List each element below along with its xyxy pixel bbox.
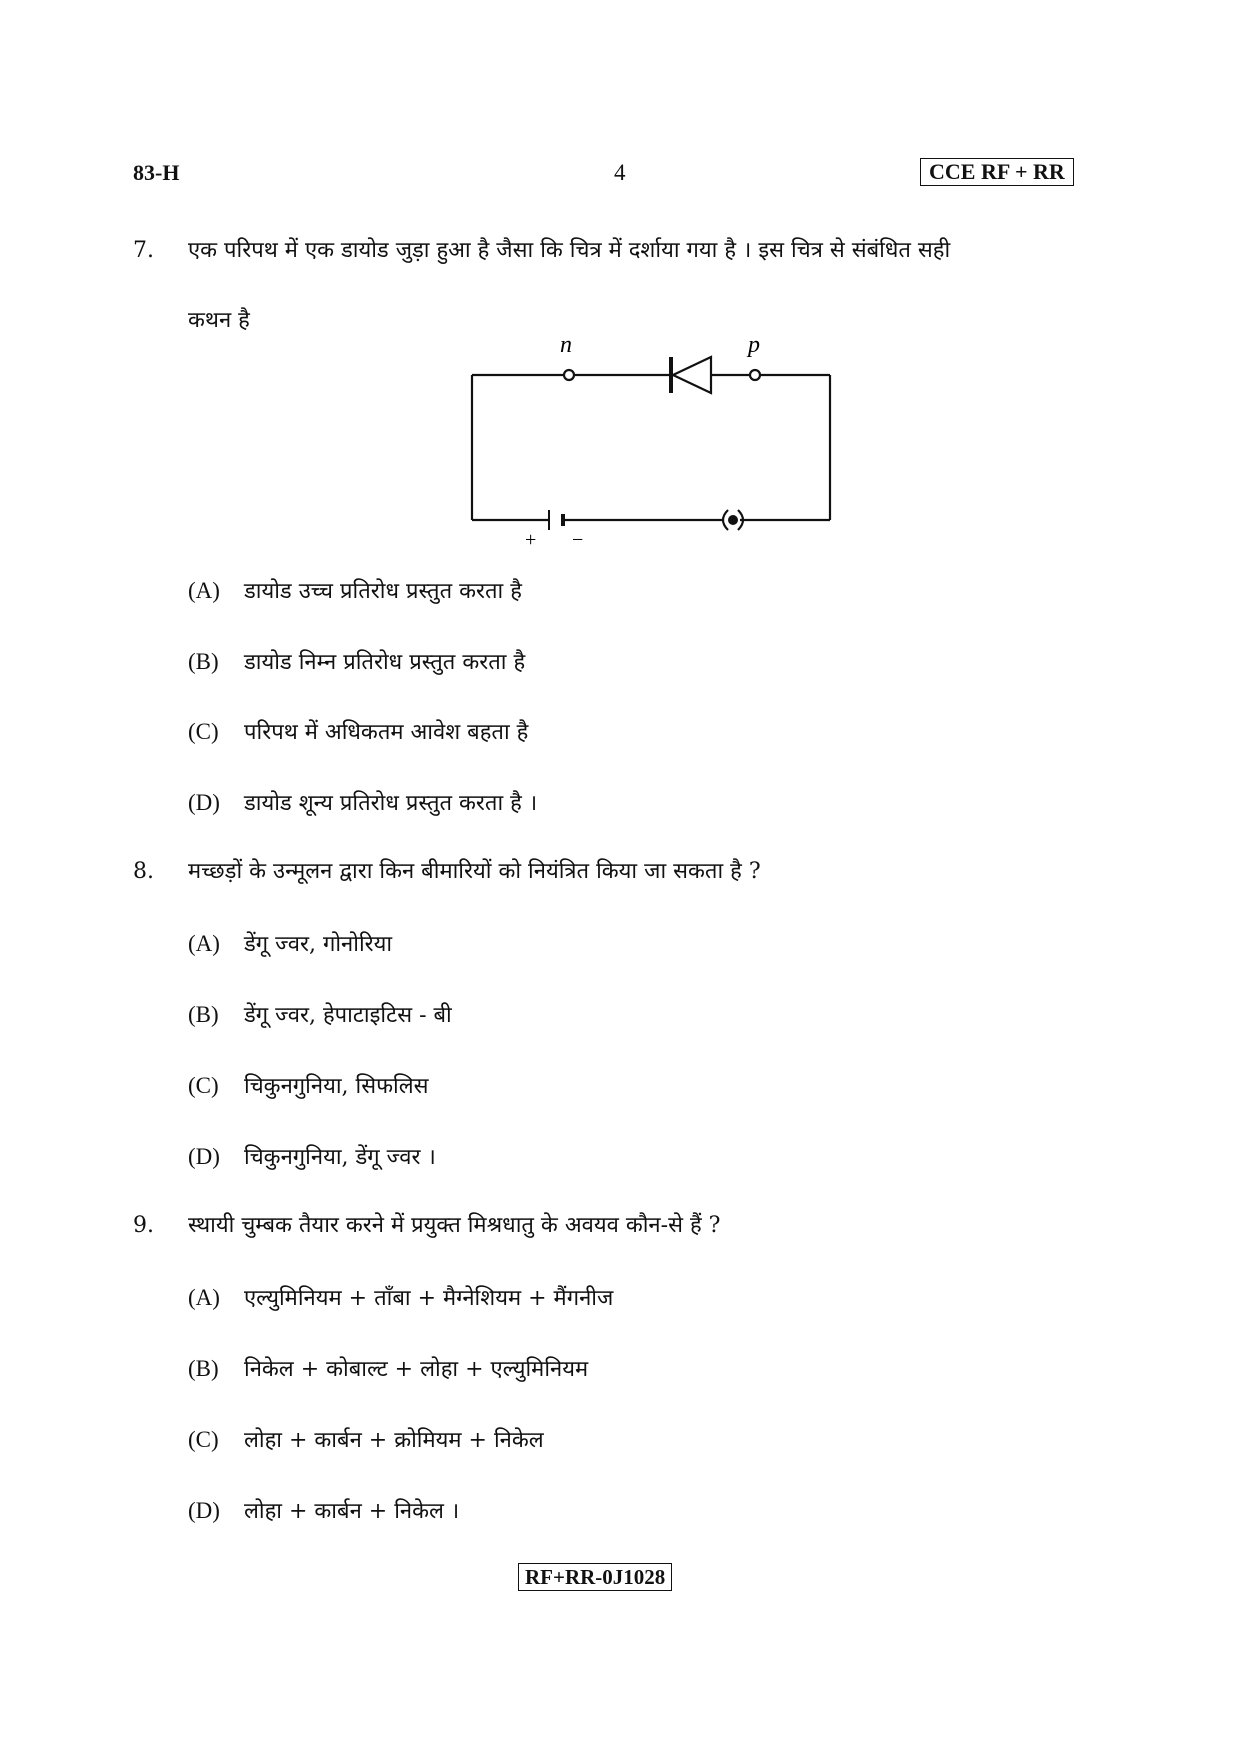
option	[188, 1353, 588, 1383]
question-text-line1: मच्छड़ों के उन्मूलन द्वारा किन बीमारियों को नियंत्रित किया जा सकता है ?	[188, 859, 761, 884]
label-plus: +	[525, 529, 537, 550]
option-text: डायोड शून्य प्रतिरोध प्रस्तुत करता है ।	[244, 791, 538, 816]
option-text: निकेल + कोबाल्ट + लोहा + एल्युमिनियम	[244, 1357, 589, 1382]
page-number: 4	[614, 160, 626, 185]
key-dot	[728, 515, 738, 525]
option-text: चिकुनगुनिया, डेंगू ज्वर ।	[244, 1145, 436, 1170]
key-left-arc	[723, 510, 728, 530]
option	[188, 999, 452, 1029]
option-label: (A)	[188, 931, 220, 956]
option-label: (C)	[188, 719, 219, 744]
option	[188, 1070, 429, 1100]
question-number: 7.	[133, 238, 154, 263]
option-label: (B)	[188, 649, 219, 674]
option-label: (C)	[188, 1073, 219, 1098]
option-text: लोहा + कार्बन + क्रोमियम + निकेल	[244, 1428, 544, 1453]
label-n: n	[560, 332, 572, 358]
diode-triangle	[673, 357, 711, 393]
option-text: डायोड निम्न प्रतिरोध प्रस्तुत करता है	[244, 650, 526, 675]
label-minus: −	[572, 529, 584, 550]
label-p: p	[748, 332, 760, 358]
option	[188, 1282, 613, 1312]
option	[188, 1141, 436, 1171]
option	[188, 787, 537, 817]
option-label: (A)	[188, 1285, 220, 1310]
option-label: (D)	[188, 790, 220, 815]
terminal-n	[564, 370, 574, 380]
question-text-line1: एक परिपथ में एक डायोड जुड़ा हुआ है जैसा कि चित्र में दर्शाया गया है । इस चित्र से संबंधित सही	[188, 238, 951, 263]
option-text: चिकुनगुनिया, सिफलिस	[244, 1074, 429, 1099]
series-box: CCE RF + RR	[920, 158, 1074, 186]
option	[188, 575, 522, 605]
option-text: एल्युमिनियम + ताँबा + मैग्नेशियम + मैंगनीज	[244, 1286, 614, 1311]
option-label: (A)	[188, 578, 220, 603]
option	[188, 1424, 544, 1454]
option	[188, 646, 525, 676]
option-label: (D)	[188, 1498, 220, 1523]
footer-code-box: RF+RR-0J1028	[518, 1563, 672, 1591]
option-label: (C)	[188, 1427, 219, 1452]
diode-circuit-diagram	[460, 330, 840, 550]
terminal-p	[750, 370, 760, 380]
option	[188, 928, 392, 958]
option-label: (B)	[188, 1356, 219, 1381]
option-label: (D)	[188, 1144, 220, 1169]
question-text-line1: स्थायी चुम्बक तैयार करने में प्रयुक्त मिश्रधातु के अवयव कौन-से हैं ?	[188, 1213, 721, 1238]
option-text: डायोड उच्च प्रतिरोध प्रस्तुत करता है	[244, 579, 522, 604]
option	[188, 1495, 459, 1525]
option-label: (B)	[188, 1002, 219, 1027]
question-text-line2: कथन है	[188, 308, 250, 333]
option-text: परिपथ में अधिकतम आवेश बहता है	[244, 720, 529, 745]
question-number: 9.	[133, 1213, 154, 1238]
question-number: 8.	[133, 859, 154, 884]
paper-code: 83-H	[133, 160, 180, 185]
option-text: लोहा + कार्बन + निकेल ।	[244, 1499, 460, 1524]
option-text: डेंगू ज्वर, गोनोरिया	[244, 932, 393, 957]
option-text: डेंगू ज्वर, हेपाटाइटिस - बी	[244, 1003, 452, 1028]
option	[188, 716, 528, 746]
